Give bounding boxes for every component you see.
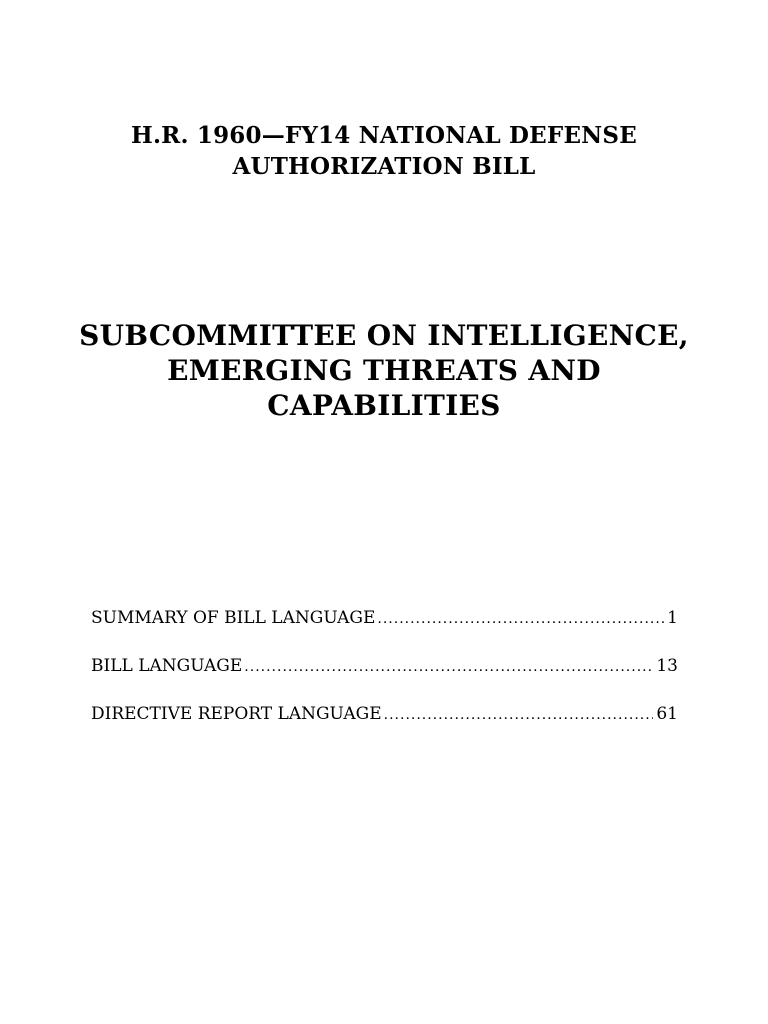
toc-entry-bill-language [91, 652, 678, 700]
toc-entry-directive-report [91, 700, 678, 748]
table-of-contents [91, 604, 678, 748]
toc-entry-label: SUMMARY OF BILL LANGUAGE [91, 608, 376, 628]
toc-entry-summary [91, 604, 678, 652]
subcommittee-title-line: EMERGING THREATS AND [167, 354, 601, 387]
subcommittee-title-line: SUBCOMMITTEE ON INTELLIGENCE, [79, 319, 689, 352]
toc-entry-label: BILL LANGUAGE [91, 656, 243, 676]
subcommittee-title-line: CAPABILITIES [267, 389, 501, 422]
toc-page-number: 13 [656, 656, 678, 676]
toc-dot-leader [377, 605, 664, 633]
subcommittee-title [40, 318, 728, 423]
bill-title-line: H.R. 1960—FY14 NATIONAL DEFENSE [131, 122, 637, 149]
toc-dot-leader [384, 701, 654, 729]
toc-entry-label: DIRECTIVE REPORT LANGUAGE [91, 704, 382, 724]
bill-title-line: AUTHORIZATION BILL [232, 153, 536, 180]
toc-dot-leader [244, 653, 653, 681]
toc-page-number: 1 [667, 608, 678, 628]
toc-page-number: 61 [656, 704, 678, 724]
bill-title [60, 120, 708, 182]
